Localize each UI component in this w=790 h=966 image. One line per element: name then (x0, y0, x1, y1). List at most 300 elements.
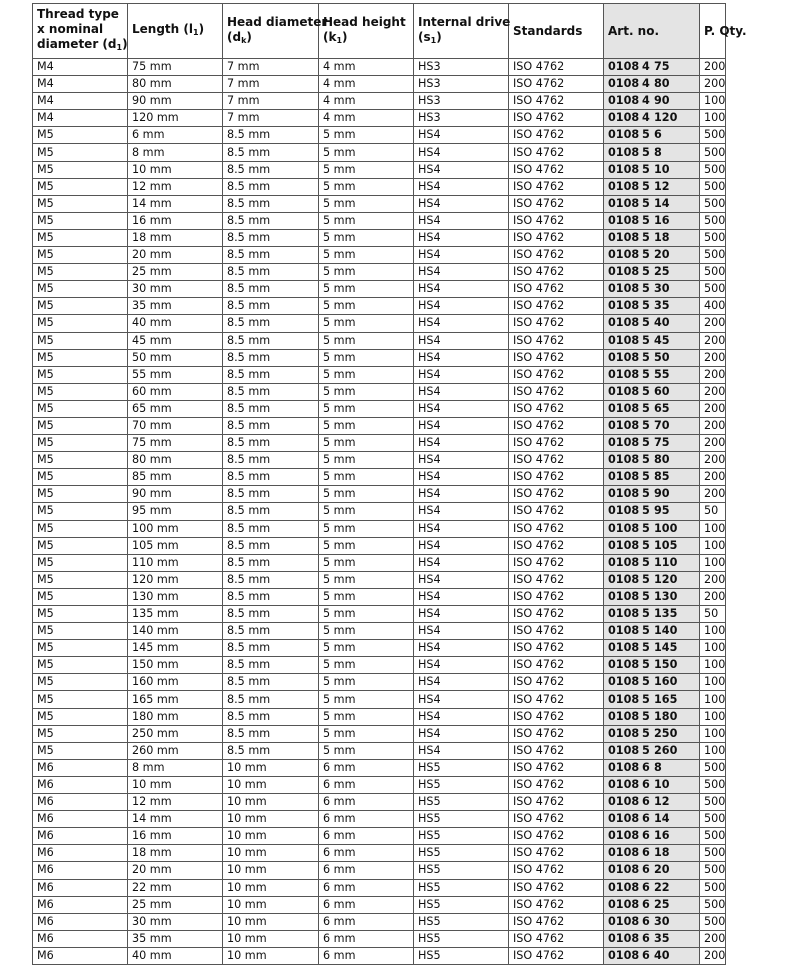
cell-head-height: 5 mm (319, 742, 414, 759)
cell-standards: ISO 4762 (509, 144, 604, 161)
cell-p-qty: 200 (700, 400, 726, 417)
art-no-length: 120 (654, 111, 678, 125)
cell-head-height: 4 mm (319, 110, 414, 127)
cell-art-no (604, 776, 700, 793)
table-row (33, 845, 726, 862)
cell-internal-drive: HS3 (414, 59, 509, 76)
cell-length: 30 mm (128, 913, 223, 930)
cell-internal-drive: HS5 (414, 828, 509, 845)
cell-art-no (604, 435, 700, 452)
cell-art-no (604, 794, 700, 811)
cell-art-no (604, 144, 700, 161)
cell-internal-drive: HS4 (414, 400, 509, 417)
cell-internal-drive: HS4 (414, 537, 509, 554)
cell-length: 180 mm (128, 708, 223, 725)
cell-head-diameter: 7 mm (223, 76, 319, 93)
art-no-prefix: 0108 (608, 94, 640, 108)
cell-head-height: 5 mm (319, 400, 414, 417)
cell-thread-type: M5 (33, 332, 128, 349)
cell-art-no (604, 588, 700, 605)
cell-head-height: 5 mm (319, 452, 414, 469)
cell-p-qty: 200 (700, 452, 726, 469)
art-no-length: 90 (654, 487, 670, 501)
header-head-height-line2 (323, 30, 409, 48)
cell-head-diameter: 7 mm (223, 59, 319, 76)
cell-head-height: 6 mm (319, 776, 414, 793)
cell-art-no (604, 811, 700, 828)
art-no-length: 16 (654, 829, 670, 843)
cell-head-height: 5 mm (319, 161, 414, 178)
cell-internal-drive: HS4 (414, 623, 509, 640)
art-no-length: 100 (654, 521, 678, 535)
cell-thread-type: M5 (33, 435, 128, 452)
cell-art-no (604, 76, 700, 93)
cell-p-qty: 200 (700, 417, 726, 434)
cell-head-diameter: 8.5 mm (223, 503, 319, 520)
header-thread-type (33, 4, 128, 59)
cell-art-no (604, 623, 700, 640)
art-no-size: 5 (642, 230, 650, 244)
cell-head-diameter: 8.5 mm (223, 571, 319, 588)
cell-head-diameter: 8.5 mm (223, 400, 319, 417)
art-no-length: 14 (654, 196, 670, 210)
art-no-prefix: 0108 (608, 487, 640, 501)
table-row (33, 417, 726, 434)
cell-thread-type: M6 (33, 759, 128, 776)
cell-length: 85 mm (128, 469, 223, 486)
cell-head-diameter: 8.5 mm (223, 742, 319, 759)
cell-thread-type: M4 (33, 59, 128, 76)
cell-head-diameter: 8.5 mm (223, 195, 319, 212)
cell-thread-type: M5 (33, 298, 128, 315)
art-no-size: 6 (642, 914, 650, 928)
art-no-prefix: 0108 (608, 743, 640, 757)
cell-head-diameter: 7 mm (223, 93, 319, 110)
cell-standards: ISO 4762 (509, 247, 604, 264)
cell-p-qty: 200 (700, 315, 726, 332)
cell-head-height: 5 mm (319, 623, 414, 640)
art-no-size: 5 (642, 384, 650, 398)
art-no-size: 5 (642, 179, 650, 193)
art-no-length: 50 (654, 350, 670, 364)
cell-p-qty: 200 (700, 947, 726, 964)
cell-standards: ISO 4762 (509, 725, 604, 742)
cell-head-height: 5 mm (319, 674, 414, 691)
art-no-length: 75 (654, 436, 670, 450)
header-thread-subscript: 1 (116, 43, 123, 52)
cell-internal-drive: HS4 (414, 298, 509, 315)
cell-p-qty: 100 (700, 708, 726, 725)
art-no-size: 5 (642, 709, 650, 723)
cell-thread-type: M6 (33, 896, 128, 913)
table-row (33, 452, 726, 469)
art-no-length: 18 (654, 230, 670, 244)
cell-thread-type: M5 (33, 571, 128, 588)
cell-standards: ISO 4762 (509, 828, 604, 845)
art-no-length: 14 (654, 812, 670, 826)
cell-standards: ISO 4762 (509, 383, 604, 400)
cell-length: 20 mm (128, 862, 223, 879)
art-no-prefix: 0108 (608, 196, 640, 210)
cell-head-diameter: 8.5 mm (223, 691, 319, 708)
header-head-height (319, 4, 414, 59)
art-no-size: 5 (642, 470, 650, 484)
art-no-prefix: 0108 (608, 607, 640, 621)
table-row (33, 212, 726, 229)
art-no-prefix: 0108 (608, 179, 640, 193)
art-no-size: 6 (642, 795, 650, 809)
table-row (33, 862, 726, 879)
header-length (128, 4, 223, 59)
art-no-length: 105 (654, 538, 678, 552)
table-row (33, 486, 726, 503)
table-row (33, 435, 726, 452)
cell-thread-type: M5 (33, 708, 128, 725)
art-no-length: 145 (654, 641, 678, 655)
cell-length: 95 mm (128, 503, 223, 520)
cell-head-diameter: 8.5 mm (223, 554, 319, 571)
art-no-length: 18 (654, 846, 670, 860)
table-row (33, 315, 726, 332)
art-no-size: 5 (642, 658, 650, 672)
art-no-length: 20 (654, 248, 670, 262)
cell-standards: ISO 4762 (509, 674, 604, 691)
cell-internal-drive: HS4 (414, 452, 509, 469)
cell-art-no (604, 708, 700, 725)
art-no-length: 10 (654, 777, 670, 791)
cell-p-qty: 200 (700, 469, 726, 486)
cell-length: 130 mm (128, 588, 223, 605)
header-head-height-line1: Head height (323, 14, 406, 29)
cell-head-height: 6 mm (319, 896, 414, 913)
cell-p-qty: 500 (700, 862, 726, 879)
cell-p-qty: 200 (700, 332, 726, 349)
art-no-length: 165 (654, 692, 678, 706)
art-no-size: 5 (642, 128, 650, 142)
art-no-length: 180 (654, 709, 678, 723)
cell-art-no (604, 264, 700, 281)
cell-art-no (604, 400, 700, 417)
cell-art-no (604, 298, 700, 315)
art-no-size: 5 (642, 248, 650, 262)
cell-length: 75 mm (128, 59, 223, 76)
cell-thread-type: M4 (33, 76, 128, 93)
table-row (33, 59, 726, 76)
art-no-prefix: 0108 (608, 282, 640, 296)
cell-length: 105 mm (128, 537, 223, 554)
cell-art-no (604, 366, 700, 383)
art-no-prefix: 0108 (608, 863, 640, 877)
art-no-size: 5 (642, 401, 650, 415)
art-no-size: 5 (642, 367, 650, 381)
art-no-length: 35 (654, 931, 670, 945)
art-no-prefix: 0108 (608, 77, 640, 91)
header-thread-close: ) (122, 37, 128, 51)
cell-internal-drive: HS4 (414, 742, 509, 759)
cell-standards: ISO 4762 (509, 554, 604, 571)
art-no-prefix: 0108 (608, 538, 640, 552)
art-no-size: 5 (642, 521, 650, 535)
header-internal-drive-line1: Internal drive (418, 14, 511, 29)
cell-thread-type: M5 (33, 212, 128, 229)
cell-length: 25 mm (128, 896, 223, 913)
cell-p-qty: 500 (700, 759, 726, 776)
table-row (33, 947, 726, 964)
cell-head-height: 5 mm (319, 298, 414, 315)
cell-head-diameter: 8.5 mm (223, 127, 319, 144)
cell-p-qty: 500 (700, 776, 726, 793)
cell-internal-drive: HS5 (414, 930, 509, 947)
cell-p-qty: 100 (700, 623, 726, 640)
cell-head-height: 5 mm (319, 417, 414, 434)
table-row (33, 794, 726, 811)
cell-thread-type: M5 (33, 195, 128, 212)
cell-head-height: 5 mm (319, 264, 414, 281)
cell-head-diameter: 8.5 mm (223, 657, 319, 674)
cell-p-qty: 500 (700, 264, 726, 281)
cell-standards: ISO 4762 (509, 588, 604, 605)
cell-standards: ISO 4762 (509, 623, 604, 640)
cell-head-diameter: 10 mm (223, 794, 319, 811)
cell-length: 165 mm (128, 691, 223, 708)
cell-head-diameter: 7 mm (223, 110, 319, 127)
header-thread-line2: x nominal (37, 22, 104, 36)
cell-length: 18 mm (128, 229, 223, 246)
cell-standards: ISO 4762 (509, 59, 604, 76)
cell-thread-type: M5 (33, 383, 128, 400)
table-row (33, 657, 726, 674)
art-no-prefix: 0108 (608, 436, 640, 450)
table-row (33, 161, 726, 178)
art-no-prefix: 0108 (608, 880, 640, 894)
cell-internal-drive: HS4 (414, 640, 509, 657)
cell-head-diameter: 8.5 mm (223, 281, 319, 298)
cell-head-diameter: 8.5 mm (223, 144, 319, 161)
cell-art-no (604, 879, 700, 896)
art-no-size: 5 (642, 145, 650, 159)
art-no-size: 4 (642, 111, 650, 125)
cell-head-height: 6 mm (319, 794, 414, 811)
cell-head-height: 4 mm (319, 76, 414, 93)
art-no-length: 10 (654, 162, 670, 176)
cell-p-qty: 500 (700, 811, 726, 828)
art-no-prefix: 0108 (608, 641, 640, 655)
cell-head-height: 5 mm (319, 247, 414, 264)
cell-art-no (604, 913, 700, 930)
cell-internal-drive: HS4 (414, 691, 509, 708)
cell-art-no (604, 486, 700, 503)
cell-internal-drive: HS5 (414, 896, 509, 913)
art-no-prefix: 0108 (608, 709, 640, 723)
cell-length: 75 mm (128, 435, 223, 452)
header-head-diameter-subscript: k (241, 35, 247, 45)
table-row (33, 298, 726, 315)
cell-thread-type: M5 (33, 281, 128, 298)
table-row (33, 674, 726, 691)
cell-p-qty: 200 (700, 76, 726, 93)
cell-head-diameter: 8.5 mm (223, 366, 319, 383)
header-length-subscript: 1 (192, 28, 199, 37)
cell-thread-type: M5 (33, 674, 128, 691)
cell-head-diameter: 8.5 mm (223, 588, 319, 605)
cell-art-no (604, 862, 700, 879)
cell-art-no (604, 93, 700, 110)
art-no-length: 40 (654, 948, 670, 962)
cell-head-height: 5 mm (319, 640, 414, 657)
cell-p-qty: 500 (700, 161, 726, 178)
cell-art-no (604, 503, 700, 520)
cell-thread-type: M5 (33, 725, 128, 742)
cell-art-no (604, 452, 700, 469)
header-p-qty: P. Qty. (700, 4, 726, 59)
cell-head-height: 5 mm (319, 520, 414, 537)
table-row (33, 195, 726, 212)
header-internal-drive-open: (s (418, 29, 431, 44)
art-no-length: 130 (654, 589, 678, 603)
cell-internal-drive: HS4 (414, 674, 509, 691)
cell-head-height: 5 mm (319, 366, 414, 383)
cell-internal-drive: HS5 (414, 759, 509, 776)
table-row (33, 537, 726, 554)
art-no-prefix: 0108 (608, 333, 640, 347)
cell-internal-drive: HS5 (414, 913, 509, 930)
cell-p-qty: 500 (700, 212, 726, 229)
cell-standards: ISO 4762 (509, 93, 604, 110)
art-no-size: 5 (642, 213, 650, 227)
cell-internal-drive: HS4 (414, 127, 509, 144)
cell-length: 45 mm (128, 332, 223, 349)
cell-thread-type: M6 (33, 776, 128, 793)
header-internal-drive-close: ) (436, 29, 442, 44)
table-body (33, 59, 726, 965)
cell-standards: ISO 4762 (509, 691, 604, 708)
cell-p-qty: 200 (700, 349, 726, 366)
cell-art-no (604, 229, 700, 246)
cell-standards: ISO 4762 (509, 879, 604, 896)
header-head-height-subscript: 1 (336, 35, 343, 45)
cell-head-height: 5 mm (319, 315, 414, 332)
cell-head-height: 5 mm (319, 725, 414, 742)
cell-art-no (604, 332, 700, 349)
art-no-size: 5 (642, 743, 650, 757)
cell-internal-drive: HS4 (414, 349, 509, 366)
art-no-size: 5 (642, 453, 650, 467)
art-no-length: 6 (654, 128, 662, 142)
art-no-size: 6 (642, 863, 650, 877)
cell-head-diameter: 10 mm (223, 811, 319, 828)
art-no-prefix: 0108 (608, 897, 640, 911)
cell-internal-drive: HS4 (414, 247, 509, 264)
art-no-prefix: 0108 (608, 948, 640, 962)
cell-thread-type: M5 (33, 554, 128, 571)
art-no-prefix: 0108 (608, 675, 640, 689)
cell-p-qty: 500 (700, 896, 726, 913)
cell-head-diameter: 8.5 mm (223, 537, 319, 554)
cell-thread-type: M5 (33, 606, 128, 623)
cell-art-no (604, 127, 700, 144)
cell-head-height: 6 mm (319, 845, 414, 862)
cell-art-no (604, 59, 700, 76)
cell-head-height: 6 mm (319, 828, 414, 845)
table-row (33, 708, 726, 725)
cell-internal-drive: HS5 (414, 879, 509, 896)
cell-art-no (604, 315, 700, 332)
art-no-length: 22 (654, 880, 670, 894)
art-no-prefix: 0108 (608, 419, 640, 433)
cell-length: 90 mm (128, 93, 223, 110)
cell-length: 145 mm (128, 640, 223, 657)
table-row (33, 930, 726, 947)
cell-head-height: 5 mm (319, 571, 414, 588)
cell-thread-type: M5 (33, 178, 128, 195)
art-no-length: 45 (654, 333, 670, 347)
cell-head-diameter: 8.5 mm (223, 264, 319, 281)
cell-head-height: 5 mm (319, 144, 414, 161)
cell-thread-type: M5 (33, 691, 128, 708)
art-no-prefix: 0108 (608, 572, 640, 586)
cell-head-height: 5 mm (319, 229, 414, 246)
table-row (33, 896, 726, 913)
table-row (33, 828, 726, 845)
art-no-length: 12 (654, 179, 670, 193)
cell-p-qty: 500 (700, 127, 726, 144)
header-thread-line3-text: diameter (d (37, 37, 117, 51)
art-no-prefix: 0108 (608, 230, 640, 244)
table-row (33, 264, 726, 281)
cell-head-diameter: 8.5 mm (223, 315, 319, 332)
cell-thread-type: M5 (33, 657, 128, 674)
cell-p-qty: 200 (700, 571, 726, 588)
cell-length: 16 mm (128, 828, 223, 845)
cell-thread-type: M5 (33, 127, 128, 144)
cell-standards: ISO 4762 (509, 332, 604, 349)
art-no-prefix: 0108 (608, 401, 640, 415)
cell-internal-drive: HS3 (414, 76, 509, 93)
cell-standards: ISO 4762 (509, 537, 604, 554)
art-no-length: 140 (654, 624, 678, 638)
cell-length: 150 mm (128, 657, 223, 674)
cell-length: 100 mm (128, 520, 223, 537)
cell-length: 140 mm (128, 623, 223, 640)
cell-standards: ISO 4762 (509, 264, 604, 281)
art-no-size: 6 (642, 846, 650, 860)
cell-head-diameter: 10 mm (223, 947, 319, 964)
header-head-height-open: (k (323, 29, 337, 44)
cell-head-height: 5 mm (319, 281, 414, 298)
table-row (33, 229, 726, 246)
cell-head-height: 5 mm (319, 691, 414, 708)
cell-head-diameter: 8.5 mm (223, 332, 319, 349)
cell-head-diameter: 8.5 mm (223, 469, 319, 486)
cell-art-no (604, 947, 700, 964)
cell-thread-type: M5 (33, 400, 128, 417)
header-head-diameter-close: ) (246, 29, 252, 44)
cell-length: 260 mm (128, 742, 223, 759)
cell-thread-type: M5 (33, 520, 128, 537)
art-no-size: 5 (642, 282, 650, 296)
art-no-length: 35 (654, 299, 670, 313)
art-no-prefix: 0108 (608, 658, 640, 672)
cell-art-no (604, 281, 700, 298)
table-row (33, 178, 726, 195)
cell-standards: ISO 4762 (509, 400, 604, 417)
cell-p-qty: 50 (700, 503, 726, 520)
product-table-sheet (32, 3, 747, 965)
cell-head-height: 4 mm (319, 59, 414, 76)
cell-head-height: 5 mm (319, 486, 414, 503)
cell-internal-drive: HS4 (414, 315, 509, 332)
cell-head-diameter: 8.5 mm (223, 212, 319, 229)
